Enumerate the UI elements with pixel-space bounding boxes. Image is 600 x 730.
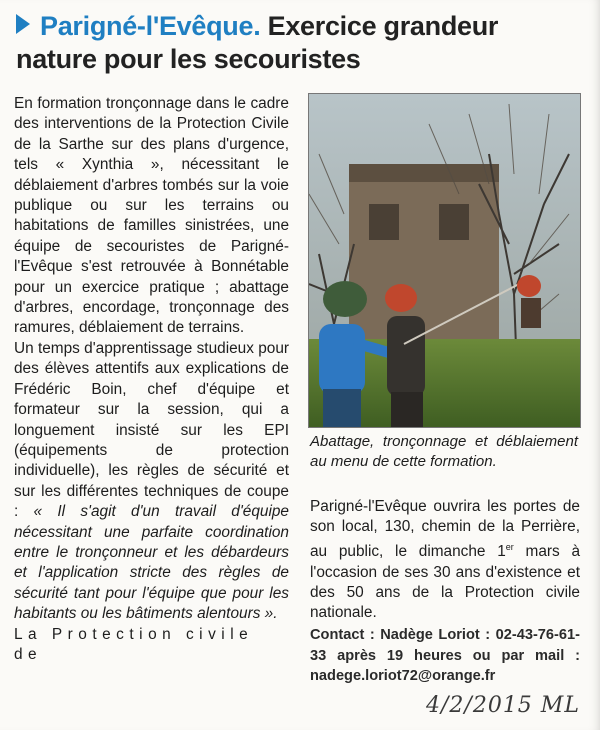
paragraph-3-part-a: Parigné-l'Evêque ouvrira les portes de son local, 130, chemin de la Perrière, au public, le dimanche 1 xyxy=(310,498,580,561)
contact-info: Contact : Nadège Loriot : 02-43-76-61-33 après 19 heures ou par mail : nadege.loriot72@orange.fr xyxy=(310,627,580,684)
headline-place: Parigné-l'Evêque. xyxy=(40,11,261,41)
paragraph-2 xyxy=(14,339,289,625)
handwritten-date-signature: 4/2/2015 ML xyxy=(426,693,580,718)
paragraph-2-intro: Un temps d'apprentissage studieux pour des élèves attentifs aux explications de Frédéric Boin, chef d'équipe et formateur sur la session, qui a longuement insisté sur les EPI (équipements de protection individuelle), les règles de sécurité et sur les différentes techniques de coupe : xyxy=(14,339,290,521)
trainer-quote: « Il s'agit d'un travail d'équipe nécessitant une parfaite coordination entre le tronçonneur et les débardeurs et l'application stricte des règles de sécurité tant pour l'équipe que pour les habitants ou les bâtiments alentours ». xyxy=(14,503,289,623)
photo-caption: Abattage, tronçonnage et déblaiement au menu de cette formation. xyxy=(310,433,578,470)
paragraph-1: En formation tronçonnage dans le cadre des interventions de la Protection Civile de la Sarthe sur des plans d'urgence, tels « Xynthia », nécessitant le déblaiement d'arbres tombés sur la voie publique ou sur les terrains ou habitations de familles sinistrées, une équipe de secouristes de Parigné-l'Evêque s'est retrouvée à Bonnétable pour un exercice pratique ; abattage d'arbres, encordage, tronçonnage des ramures, déblaiement de terrains. xyxy=(14,95,289,337)
headline-title-line1: Exercice grandeur xyxy=(267,11,499,41)
paragraph-3-continued xyxy=(310,497,580,623)
right-column xyxy=(310,497,580,623)
photo-illustration xyxy=(309,94,580,427)
headline xyxy=(16,10,576,76)
ordinal-superscript: er xyxy=(505,542,514,553)
headline-title-line2: nature pour les secouristes xyxy=(16,44,361,74)
left-column xyxy=(14,94,289,665)
triangle-arrow-icon xyxy=(16,14,30,34)
paragraph-3-part-b: mars à l'occasion de ses 30 ans d'existence et des 50 ans de la Protection civile nationale. xyxy=(310,543,581,622)
paragraph-3-start: La Protection civile de xyxy=(14,625,254,663)
article-photo xyxy=(308,93,581,428)
